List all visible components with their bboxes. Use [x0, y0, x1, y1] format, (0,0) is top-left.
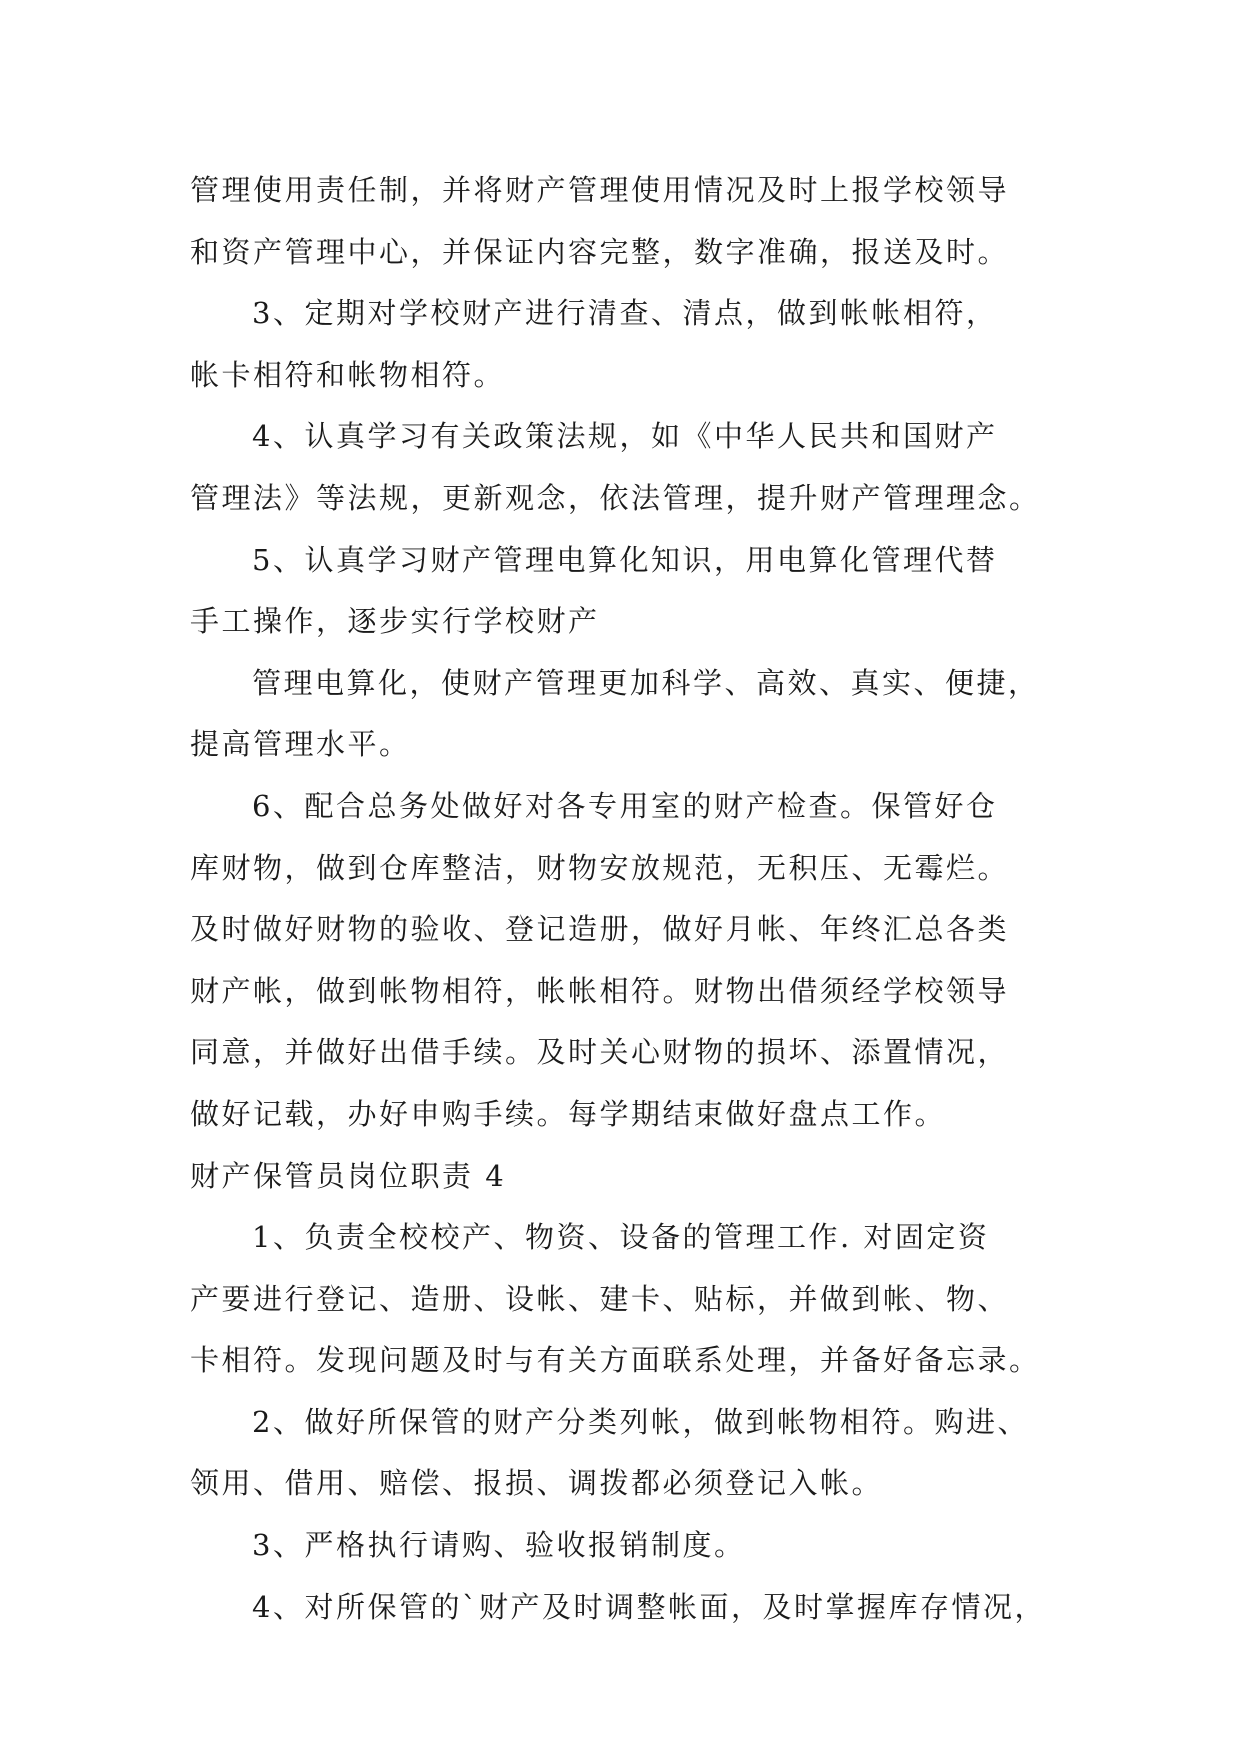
text-line: 做好记载，办好申购手续。每学期结束做好盘点工作。 — [190, 1096, 947, 1131]
text-line: 手工操作，逐步实行学校财产 — [190, 604, 600, 639]
text-line: 管理使用责任制，并将财产管理使用情况及时上报学校领导 — [190, 173, 1010, 207]
section-heading: 财产保管员岗位职责 4 — [190, 1158, 507, 1193]
text-line: 及时做好财物的验收、登记造册，做好月帐、年终汇总各类 — [190, 912, 1010, 947]
text-line: 4、认真学习有关政策法规，如《中华人民共和国财产 — [252, 419, 998, 454]
text-line: 产要进行登记、造册、设帐、建卡、贴标，并做到帐、物、 — [190, 1281, 1010, 1316]
text-line: 4、对所保管的`财产及时调整帐面，及时掌握库存情况， — [252, 1589, 1046, 1624]
text-line: 卡相符。发现问题及时与有关方面联系处理，并备好备忘录。 — [190, 1343, 1041, 1378]
text-line: 帐卡相符和帐物相符。 — [190, 357, 506, 392]
text-line: 6、配合总务处做好对各专用室的财产检查。保管好仓 — [252, 788, 998, 823]
text-line: 管理法》等法规，更新观念，依法管理，提升财产管理理念。 — [190, 480, 1041, 515]
text-line: 1、负责全校校产、物资、设备的管理工作. 对固定资 — [252, 1220, 990, 1255]
text-line: 3、严格执行请购、验收报销制度。 — [252, 1528, 746, 1563]
text-line: 领用、借用、赔偿、报损、调拨都必须登记入帐。 — [190, 1466, 884, 1501]
text-line: 库财物，做到仓库整洁，财物安放规范，无积压、无霉烂。 — [190, 850, 1010, 885]
document-body — [190, 160, 1060, 1638]
text-line: 管理电算化，使财产管理更加科学、高效、真实、便捷， — [252, 665, 1040, 700]
text-line: 3、定期对学校财产进行清查、清点，做到帐帐相符， — [252, 296, 998, 331]
text-line: 2、做好所保管的财产分类列帐，做到帐物相符。购进、 — [252, 1404, 1029, 1439]
text-line: 同意，并做好出借手续。及时关心财物的损坏、添置情况， — [190, 1035, 1010, 1070]
text-line: 和资产管理中心，并保证内容完整，数字准确，报送及时。 — [190, 234, 1010, 269]
text-line: 提高管理水平。 — [190, 727, 411, 762]
text-line: 财产帐，做到帐物相符，帐帐相符。财物出借须经学校领导 — [190, 973, 1010, 1008]
text-line: 5、认真学习财产管理电算化知识，用电算化管理代替 — [252, 542, 998, 577]
